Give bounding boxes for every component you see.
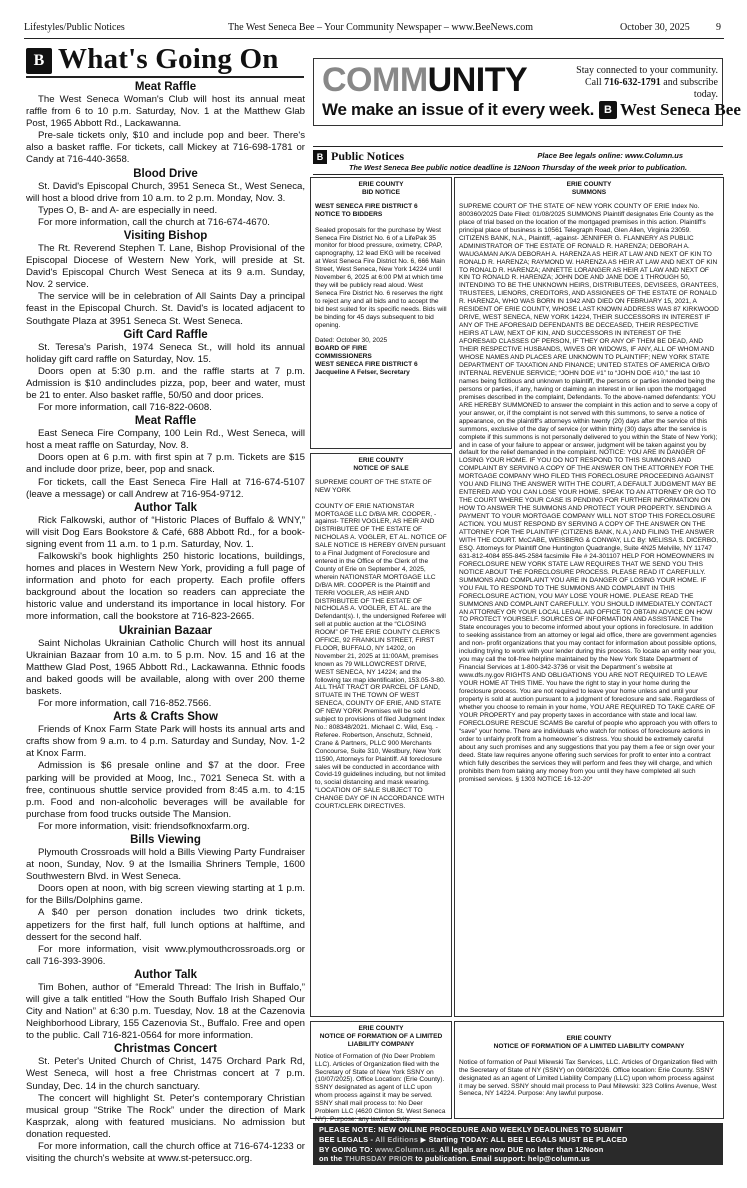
event-item: [26, 328, 305, 415]
notice-dated: Dated: October 30, 2025: [315, 337, 388, 345]
header-rule: [24, 38, 724, 39]
llc-formation-notice: [454, 1021, 724, 1119]
event-title: Meat Raffle: [134, 81, 197, 93]
brand-name: West Seneca Bee: [620, 100, 741, 119]
page-header: [24, 22, 724, 36]
bee-logo-icon: B: [599, 101, 617, 119]
bee-logo-icon: B: [313, 150, 327, 164]
event-paragraph: For more information, call 716-852.7566.: [38, 698, 212, 710]
notice-heading: ERIE COUNTY SUMMONS: [566, 181, 612, 196]
event-item: [26, 501, 305, 624]
event-paragraph: The West Seneca Woman's Club will host its annual meat raffle from 6 to 10 p.m. Saturday, Nov. 1 at the Matthew Glab Post, 1965 Abbott Rd., Lackawanna.: [26, 94, 305, 130]
event-title: Visiting Bishop: [123, 229, 208, 242]
notice-heading: ERIE COUNTY NOTICE OF FORMATION OF A LIMITED LIABILITY COMPANY: [319, 1025, 443, 1048]
signature-line: BOARD OF FIRE: [315, 345, 368, 353]
event-item: [26, 414, 305, 501]
event-title: Author Talk: [133, 501, 198, 514]
event-paragraph: Admission is $6 presale online and $7 at the door. Free parking will be provided at Moog, Inc., 7021 Seneca St. with a free, continuous shuttle service provided from 8:45 a.m. to 4:15 p.m. Food and non-alcoholic beverages will be available for purchase from food trucks outside The Mansion.: [26, 760, 305, 820]
event-item: [26, 167, 305, 229]
notice-body: Notice of Formation of (No Deer Problem LLC). Articles of Organization filed with the Secretary of State of New York SSNY on (10/07/2025). Office Location: (Erie County). SSNY designated as agent of LLC upon whom process against it may be served. SSNY shall mail process to: No Deer Problem LLC (4620 Clinton St. West Seneca NY). Purpose: any lawful activity.: [315, 1052, 446, 1123]
event-item: [26, 80, 305, 167]
notice-heading: ERIE COUNTY NOTICE OF SALE: [353, 457, 409, 472]
event-paragraph: For tickets, call the East Seneca Fire Hall at 716-674-5107 (leave a message) or call Andrew at 716-954-9712.: [26, 476, 305, 500]
event-title: Christmas Concert: [114, 1043, 217, 1056]
notice-of-sale: [310, 453, 452, 1017]
banner-line: on the THURSDAY PRIOR to publication. Email support: help@column.us: [319, 1154, 591, 1164]
event-paragraph: Falkowski's book highlights 250 historic locations, buildings, homes and places in Western New York, providing a full page of information and photo for each property. Each profile offers background about the location so readers can appreciate the historic value and understand its importance in local history. For more information, call the bookstore at 716-823-2665.: [26, 551, 305, 623]
event-title: Gift Card Raffle: [123, 328, 208, 341]
event-paragraph: Tim Bohen, author of “Emerald Thread: The Irish in Buffalo,” will give a talk entitled “How the South Buffalo Irish Shaped Our City and Nation” at 6:30 p.m. Tuesday, Nov. 18 at the Cazenovia Neighborhood Library, 155 Cazenovia St., Buffalo. Free and open to the public. Call 716-821-0564 for more information.: [26, 981, 305, 1042]
event-paragraph: For more information, call the church office at 716-674-1233 or visiting the church's website at www.st-petersucc.org.: [26, 1141, 305, 1165]
section-title: What's Going On: [58, 43, 279, 75]
signature-line: COMMISSIONERS: [315, 353, 372, 361]
event-paragraph: Plymouth Crossroads will hold a Bills Viewing Party Fundraiser at noon, Sunday, Nov. 9 at the Ismailia Shriners Temple, 1600 Southwestern Blvd. in West Seneca.: [26, 846, 305, 883]
event-paragraph: St. Teresa's Parish, 1974 Seneca St., will hold its annual holiday gift card raffle on Saturday, Nov. 15.: [26, 341, 305, 365]
signature-line: WEST SENECA FIRE DISTRICT 6: [315, 361, 418, 369]
legals-deadline-banner: [313, 1123, 723, 1165]
event-paragraph: Saint Nicholas Ukrainian Catholic Church will host its annual Ukrainian Bazaar from 10 a.m. to 5 p.m. Nov. 15 and 16 at the Matthew Glad Post, 1965 Abbott Rd., Lackawanna. Ethnic foods and baked goods will be available, along with over 200 theme baskets.: [26, 637, 305, 697]
public-notices-title: Public Notices: [331, 149, 404, 163]
ad-tagline: We make an issue of it every week.: [322, 100, 595, 119]
event-paragraph: Rick Falkowski, author of “Historic Places of Buffalo & WNY,” will visit Dog Ears Bookstore & Café, 688 Abbott Rd., for a book-signing event from 11 a.m. to 1 p.m. Saturday, Nov. 1.: [26, 514, 305, 550]
event-paragraph: St. Peter's United Church of Christ, 1475 Orchard Park Rd, West Seneca, will host a free Christmas concert at 7 p.m. Sunday, Dec. 14 in the church sanctuary.: [26, 1056, 305, 1092]
event-title: Author Talk: [133, 968, 198, 981]
event-paragraph: The service will be in celebration of All Saints Day a principal feast in the Episcopal Church. St. David's is located adjacent to Southgate Plaza at 3951 Seneca St. West Seneca.: [26, 291, 305, 327]
banner-line: PLEASE NOTE: NEW ONLINE PROCEDURE AND WEEKLY DEADLINES TO SUBMIT: [319, 1125, 623, 1134]
public-notices-header: [313, 146, 723, 164]
paper-name: The West Seneca Bee – Your Community Newspaper – www.BeeNews.com: [228, 22, 533, 33]
summons-notice: [454, 177, 724, 1017]
llc-formation-notice: [310, 1021, 452, 1123]
event-paragraph: The concert will highlight St. Peter's contemporary Christian musical group “Strike The Rock” under the direction of Mark Kasprzak, along with featured musicians. No admission but donation requested.: [26, 1092, 305, 1140]
event-paragraph: Friends of Knox Farm State Park will hosts its annual arts and crafts show from 9 a.m. to 4 p.m. Saturday and Sunday, Nov. 1-2 at Knox Farm.: [26, 724, 305, 760]
events-column: [26, 80, 305, 1165]
event-item: [26, 710, 305, 833]
event-item: [26, 833, 305, 968]
event-title: Arts & Crafts Show: [113, 711, 218, 724]
notice-court: SUPREME COURT OF THE STATE OF NEW YORK: [315, 478, 432, 494]
community-ad[interactable]: [313, 58, 741, 126]
notice-body: COUNTY OF ERIE NATIONSTAR MORTGAGE LLC D/B/A MR. COOPER, -against- TERRI VOGLER, AS HEIR AND DISTRIBUTEE OF THE ESTATE OF NICHOLAS A. VOGLER, ET AL. NOTICE OF SALE NOTICE IS HEREBY GIVEN pursuant to a Final Judgment of Foreclosure and entered in the Office of the Clerk of the County of Erie on September 4, 2025, wherein NATIONSTAR MORTGAGE LLC D/B/A MR. COOPER is the Plaintiff and TERRI VOGLER, AS HEIR AND DISTRIBUTEE OF THE ESTATE OF NICHOLAS A. VOGLER, ET AL. are the Defendant(s). I, the undersigned Referee will sell at public auction at the “CLOSING ROOM” OF THE ERIE COUNTY CLERK'S OFFICE, 92 FRANKLIN STREET, FIRST FLOOR, BUFFALO, NY 14202, on November 21, 2025 at 11:00AM, premises known as 79 WILLOWCREST DRIVE, WEST SENECA, NY 14224; and the following tax map identification, 153.05-3-80. ALL THAT TRACT OR PARCEL OF LAND, SITUATE IN THE TOWN OF WEST SENECA, COUNTY OF ERIE, AND STATE OF NEW YORK Premises will be sold subject to provisions of filed Judgment Index No.: 808348/2021. Michael C. Wild, Esq. - Referee. Robertson, Anschutz, Schneid, Crane & Partners, PLLC 900 Merchants Concourse, Suite 310, Westbury, New York 11590, Attorneys for Plaintiff. All foreclosure sales will be conducted in accordance with Covid-19 guidelines including, but not limited to, social distancing and mask wearing. “LOCATION OF SALE SUBJECT TO CHANGE DAY OF IN ACCORDANCE WITH COURT/CLERK DIRECTIVES.: [315, 502, 447, 811]
event-paragraph: For more information, call the church at 716-674-4670.: [38, 216, 270, 228]
event-title: Meat Raffle: [134, 415, 197, 428]
bee-logo-icon: B: [26, 48, 52, 74]
whats-going-on-header: [26, 44, 304, 78]
subscribe-text: Stay connected to your community. Call 716-632-1791 and subscribe today.: [576, 65, 718, 100]
event-paragraph: A $40 per person donation includes two drink tickets, appetizers for the first half, full lunch options at halftime, and dessert for the second half.: [26, 907, 305, 943]
notice-subtitle: NOTICE TO BIDDERS: [315, 210, 383, 218]
notice-heading: ERIE COUNTY NOTICE OF FORMATION OF A LIMITED LIABILITY COMPANY: [493, 1035, 685, 1050]
notice-title: WEST SENECA FIRE DISTRICT 6: [315, 202, 418, 210]
event-paragraph: East Seneca Fire Company, 100 Lein Rd., West Seneca, will host a meat raffle on Saturday, Nov. 8.: [26, 428, 305, 452]
place-legals-link[interactable]: Place Bee legals online: www.Column.us: [537, 151, 683, 160]
column-link[interactable]: www.Column.us.: [375, 1144, 438, 1154]
section-label: Lifestyles/Public Notices: [24, 22, 125, 33]
notice-deadline: The West Seneca Bee public notice deadline is 12Noon Thursday of the week prior to publication.: [313, 163, 723, 175]
bid-notice: [310, 177, 452, 449]
event-paragraph: The Rt. Reverend Stephen T. Lane, Bishop Provisional of the Episcopal Diocese of Western New York, will preside at St. David's Episcopal Church West Seneca at its 9 a.m. Sunday, Nov. 2 service.: [26, 242, 305, 291]
event-title: Blood Drive: [133, 167, 198, 180]
notice-body: Notice of formation of Paul Milewski Tax Services, LLC. Articles of Organization filed with the Secretary of State of NY (SSNY) on 09/08/2026. Office location: Erie County. SSNY designated as an agent of Limited Liability Company (LLC) upon whom process against it may be served. SSNY should mail process to Paul Milewski: 323 Collins Avenue, West Seneca, NY 14224. Purpose: Any lawful purpose.: [459, 1058, 718, 1098]
event-paragraph: St. David's Episcopal Church, 3951 Seneca St., West Seneca, will host a blood drive from 10 a.m. to 2 p.m. Monday, Nov. 3.: [26, 180, 305, 204]
event-title: Ukrainian Bazaar: [118, 624, 213, 637]
event-item: [26, 229, 305, 328]
event-item: [26, 1042, 305, 1165]
banner-line: BEE LEGALS - All Editions ▶ Starting TODAY: ALL BEE LEGALS MUST BE PLACED: [319, 1134, 628, 1144]
event-paragraph: Doors open at 5:30 p.m. and the raffle starts at 7 p.m. Admission is $10 andincludes pizza, pop, beer and water, must be 21 to enter. Also basket raffle, 50/50 and door prices.: [26, 365, 305, 401]
notice-heading: ERIE COUNTY BID NOTICE: [358, 181, 404, 196]
issue-date: October 30, 2025: [620, 22, 690, 33]
event-item: [26, 624, 305, 711]
community-wordmark: COMMUNITY: [322, 61, 528, 99]
event-paragraph: Doors open at noon, with big screen viewing starting at 1 p.m. for the Bills/Dolphins game.: [26, 883, 305, 907]
event-paragraph: For more information, visit: friendsofknoxfarm.org.: [38, 820, 250, 832]
event-paragraph: For more information, visit www.plymouthcrossroads.org or call 716-393-3906.: [26, 943, 305, 967]
event-title: Bills Viewing: [130, 833, 201, 846]
signature-line: Jacqueline A Felser, Secretary: [315, 369, 410, 377]
event-paragraph: Types O, B- and A- are especially in need.: [38, 204, 218, 216]
notice-body: Sealed proposals for the purchase by West Seneca Fire District No. 6 of a LifePak 35 monitor for blood pressure, oximetry, CPAP, capnography, 12 lead EKG will be received at West Seneca Fire District No. 6, 666 Main Street, West Seneca, New York 14224 until November 6, 2025 at 6:00 PM at which time they will be publicly read aloud. West Seneca Fire District No. 6 reserves the right to reject any and all bids and to accept the bid best suited for its specific needs. Bids will be binding for 45 days subsequent to bid opening.: [315, 226, 447, 329]
page-number: 9: [716, 22, 721, 33]
event-paragraph: For more information, call 716-822-0608.: [38, 402, 212, 414]
event-item: [26, 968, 305, 1042]
event-paragraph: Pre-sale tickets only, $10 and include pop and beer. There's also a basket raffle. For tickets, call Mickey at 716-698-1781 or Candy at 716-440-3658.: [26, 130, 305, 166]
banner-line: BY GOING TO: www.Column.us. All legals are now DUE no later than 12Noon: [319, 1144, 604, 1154]
event-paragraph: Doors open at 6 p.m. with first spin at 7 p.m. Tickets are $15 and include door prize, beer, pop and snack.: [26, 452, 305, 476]
notice-body: SUPREME COURT OF THE STATE OF NEW YORK COUNTY OF ERIE Index No. 800360/2025 Date Filed: 01/08/2025 SUMMONS Plaintiff designates Erie County as the place of trial based on the location of the mortgaged premises in this action. Plaintiff's principal place of business is 10561 Telegraph Road, Glen Allen, Virginia 23059. CITIZENS BANK, N.A., Plaintiff, -against- JENNIFER G. FLANNERY AS PUBLIC ADMINISTRATOR OF THE ESTATE OF RONALD R. HARENZA; DEBORAH A. WAUGAMAN A/K/A DEBORAH A. HARENZA AS HEIR AT LAW AND NEXT OF KIN TO RONALD R. HARENZA; RAYMOND W. HARENZA AS HEIR AT LAW AND NEXT OF KIN TO RONALD R. HARENZA; ANNETTE LORANGER AS HEIR AT LAW AND NEXT OF KIN TO RONALD R. HARENZA; JOHN DOE AND JANE DOE 1 THROUGH 50, INTENDING TO BE THE UNKNOWN HEIRS, DISTRIBUTEES, DEVISEES, GRANTEES, TRUSTEES, LIENORS, CREDITORS, AND ASSIGNEES OF THE ESTATE OF RONALD R. HARENZA, WHO WAS BORN IN 1942 AND DIED ON FEBRUARY 15, 2021, A RESIDENT OF ERIE COUNTY, WHOSE LAST KNOWN ADDRESS WAS 87 KIRKWOOD DRIVE, WEST SENECA, NEW YORK 14224, THEIR SUCCESSORS IN INTEREST IF ANY OF THE AFORESAID DEFENDANTS BE DECEASED, THEIR RESPECTIVE HEIRS AT LAW, NEXT OF KIN, AND SUCCESSORS IN INTEREST OF THE AFORESAID CLASSES OF PERSON, IF THEY OR ANY OF THEM BE DEAD, AND THEIR RESPECTIVE HUSBANDS, WIVES OR WIDOWS, IF ANY, ALL OF WHOM AND WHOSE NAMES AND PLACES ARE UNKNOWN TO PLAINTIFF; NEW YORK STATE DEPARTMENT OF TAXATION AND FINANCE; UNITED STATES OF AMERICA O/B/O INTERNAL REVENUE SERVICE; “JOHN DOE #1” to “JOHN DOE #10,” the last 10 names being fictitious and unknown to plaintiff, the persons or parties intended being the persons or parties, if any, having or claiming an interest in or lien upon the mortgaged premises described in the complaint, Defendants. To the above-named defendants: YOU ARE HEREBY SUMMONED to answer the complaint in this action and to serve a copy of your answer, or, if the complaint is not served with this summons, to serve a notice of appearance, on the plaintiff's attorneys within twenty (20) days after the service of this summons, exclusive of the day of service (or within thirty (30) days after the service is complete if this summons is not personally delivered to you within the State of New York); and in case of your failure to appear or answer, judgment will be taken against you by default for the relief demanded in the complaint. NOTICE: YOU ARE IN DANGER OF LOSING YOUR HOME. IF YOU DO NOT RESPOND TO THIS SUMMONS AND COMPLAINT BY SERVING A COPY OF THE ANSWER ON THE ATTORNEY FOR THE MORTGAGE COMPANY WHO FILED THIS FORECLOSURE PROCEEDING AGAINST YOU AND FILING THE ANSWER WITH THE COURT, A DEFAULT JUDGMENT MAY BE ENTERED AND YOU CAN LOSE YOUR HOME. SPEAK TO AN ATTORNEY OR GO TO THE COURT WHERE YOUR CASE IS PENDING FOR FURTHER INFORMATION ON HOW TO ANSWER THE SUMMONS AND PROTECT YOUR PROPERTY. SENDING A PAYMENT TO YOUR MORTGAGE COMPANY WILL NOT STOP THIS FORECLOSURE ACTION. YOU MUST RESPOND BY SERVING A COPY OF THE ANSWER ON THE ATTORNEY FOR THE PLAINTIFF (CITIZENS BANK, N.A.) AND FILING THE ANSWER WITH THE COURT. McCABE, WEISBERG & CONWAY, LLC By: MELISSA S. DICERBO, ESQ. Attorneys for Plaintiff One Huntington Quadrangle, Suite 4N25 Melville, NY 11747 631-812-4084 855-845-2584 facsimile File # 24-301107 HELP FOR HOMEOWNERS IN FORECLOSURE NEW YORK STATE LAW REQUIRES THAT WE SEND YOU THIS NOTICE ABOUT THE FORECLOSURE PROCESS. PLEASE READ IT CAREFULLY. SUMMONS AND COMPLAINT YOU ARE IN DANGER OF LOSING YOUR HOME. IF YOU FAIL TO RESPOND TO THE SUMMONS AND COMPLAINT IN THIS FORECLOSURE ACTION, YOU MAY LOSE YOUR HOME. PLEASE READ THE SUMMONS AND COMPLAINT CAREFULLY. YOU SHOULD IMMEDIATELY CONTACT AN ATTORNEY OR YOUR LOCAL LEGAL AID OFFICE TO OBTAIN ADVICE ON HOW TO PROTECT YOURSELF. SOURCES OF INFORMATION AND ASSISTANCE The State encourages you to become informed about your options in foreclosure. In addition to seeking assistance from an attorney or legal aid office, there are government agencies and non- profit organizations that you may contact for information about possible options, including trying to work with your lender during this process. To locate an entity near you, you may call the toll-free helpline maintained by the New York State Department of Financial Services at 1-800-342-3736 or visit the Department`s website at www.dfs.ny.gov RIGHTS AND OBLIGATIONS YOU ARE NOT REQUIRED TO LEAVE YOUR HOME AT THIS TIME. You have the right to stay in your home during the foreclosure process. You are not required to leave your home unless and until your property is sold at auction pursuant to a judgment of foreclosure and sale. Regardless of whether you choose to remain in your home, YOU ARE REQUIRED TO TAKE CARE OF YOUR PROPERTY and pay property taxes in accordance with state and local law. FORECLOSURE RESCUE SCAMS Be careful of people who approach you with offers to “save” your home. There are individuals who watch for notices of foreclosure actions in order to unfairly profit from a homeowner`s distress. You should be extremely careful about any such promises and any suggestions that you pay them a fee or sign over your deed. State law requires anyone offering such services for profit to enter into a contract which fully describes the services they will perform and fees they will charge, and which prohibits them from taking any money from you until they have completed all such promised services. § 1303 NOTICE 16-12-20*: [459, 202, 719, 783]
